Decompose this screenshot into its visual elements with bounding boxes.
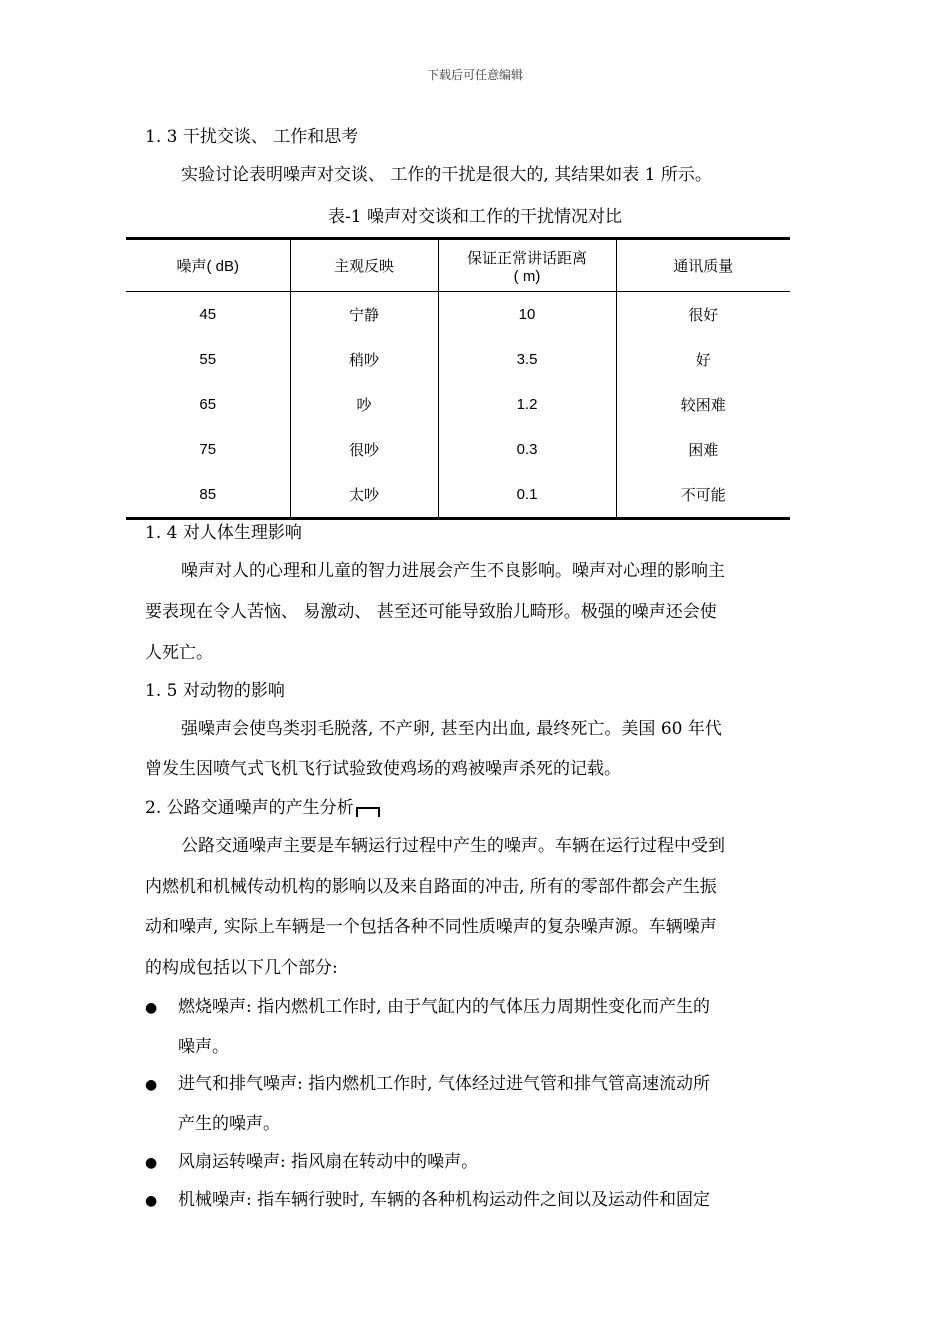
section-2-line: 公路交通噪声主要是车辆运行过程中产生的噪声。车辆在运行过程中受到 [181, 836, 725, 856]
cell-distance: 1.2 [438, 382, 616, 427]
cell-distance: 3.5 [438, 337, 616, 382]
page-header: 下载后可任意编辑 [426, 68, 523, 82]
section-2-heading-wrap [145, 796, 380, 820]
cell-response: 太吵 [290, 472, 438, 519]
section-1-4-line: 要表现在令人苦恼、 易激动、 甚至还可能导致胎儿畸形。极强的噪声还会使 [145, 602, 717, 622]
section-1-3-paragraph: 实验讨论表明噪声对交谈、 工作的干扰是很大的, 其结果如表 1 所示。 [181, 165, 712, 185]
section-2-heading: 2. 公路交通噪声的产生分析 [145, 798, 354, 818]
bullet-icon: ● [145, 1155, 158, 1171]
table-row [126, 292, 790, 338]
bullet-icon: ● [145, 1000, 158, 1016]
header-noise-db: 噪声( dB) [126, 239, 290, 292]
cell-response: 吵 [290, 382, 438, 427]
edit-mark-icon [356, 807, 380, 817]
cell-distance: 10 [438, 292, 616, 338]
table-caption: 表-1 噪声对交谈和工作的干扰情况对比 [328, 207, 622, 227]
header-speaking-distance-label: 保证正常讲话距离 [466, 249, 587, 267]
section-1-4-line: 人死亡。 [145, 643, 213, 663]
cell-noise: 85 [199, 486, 217, 503]
bullet-line: 机械噪声: 指车辆行驶时, 车辆的各种机构运动件之间以及运动件和固定 [178, 1190, 710, 1210]
bullet-line: 进气和排气噪声: 指内燃机工作时, 气体经过进气管和排气管高速流动所 [178, 1074, 710, 1094]
section-1-4-line: 噪声对人的心理和儿童的智力进展会产生不良影响。噪声对心理的影响主 [181, 561, 725, 581]
section-2-line: 的构成包括以下几个部分: [145, 958, 338, 978]
cell-quality: 不可能 [616, 472, 790, 519]
cell-distance: 0.1 [438, 472, 616, 519]
table-row [126, 427, 790, 472]
cell-distance: 0.3 [438, 427, 616, 472]
section-1-3-heading: 1. 3 干扰交谈、 工作和思考 [145, 127, 359, 147]
bullet-line: 噪声。 [178, 1037, 229, 1057]
header-communication-quality: 通讯质量 [616, 239, 790, 292]
header-subjective-response: 主观反映 [290, 239, 438, 292]
cell-response: 很吵 [290, 427, 438, 472]
bullet-line: 产生的噪声。 [178, 1114, 280, 1134]
section-1-4-heading: 1. 4 对人体生理影响 [145, 523, 302, 543]
bullet-icon: ● [145, 1193, 158, 1209]
cell-response: 稍吵 [290, 337, 438, 382]
noise-table [126, 237, 790, 520]
cell-quality: 好 [616, 337, 790, 382]
section-1-5-line: 强噪声会使鸟类羽毛脱落, 不产卵, 甚至内出血, 最终死亡。美国 60 年代 [181, 719, 722, 739]
table-row [126, 472, 790, 519]
section-2-line: 动和噪声, 实际上车辆是一个包括各种不同性质噪声的复杂噪声源。车辆噪声 [145, 917, 717, 937]
cell-noise: 75 [199, 441, 217, 458]
bullet-line: 燃烧噪声: 指内燃机工作时, 由于气缸内的气体压力周期性变化而产生的 [178, 997, 710, 1017]
cell-noise: 55 [199, 351, 217, 368]
table-header-row [126, 239, 790, 292]
cell-quality: 困难 [616, 427, 790, 472]
section-2-line: 内燃机和机械传动机构的影响以及来自路面的冲击, 所有的零部件都会产生振 [145, 877, 717, 897]
cell-quality: 很好 [616, 292, 790, 338]
header-speaking-distance [438, 239, 616, 292]
cell-response: 宁静 [290, 292, 438, 338]
cell-noise: 65 [199, 396, 217, 413]
table-row [126, 382, 790, 427]
cell-quality: 较困难 [616, 382, 790, 427]
section-1-5-heading: 1. 5 对动物的影响 [145, 681, 285, 701]
table-row [126, 337, 790, 382]
section-1-5-line: 曾发生因喷气式飞机飞行试验致使鸡场的鸡被噪声杀死的记载。 [145, 759, 621, 779]
header-speaking-distance-unit: ( m) [513, 267, 541, 285]
cell-noise: 45 [199, 306, 217, 323]
bullet-line: 风扇运转噪声: 指风扇在转动中的噪声。 [178, 1152, 479, 1172]
bullet-icon: ● [145, 1077, 158, 1093]
